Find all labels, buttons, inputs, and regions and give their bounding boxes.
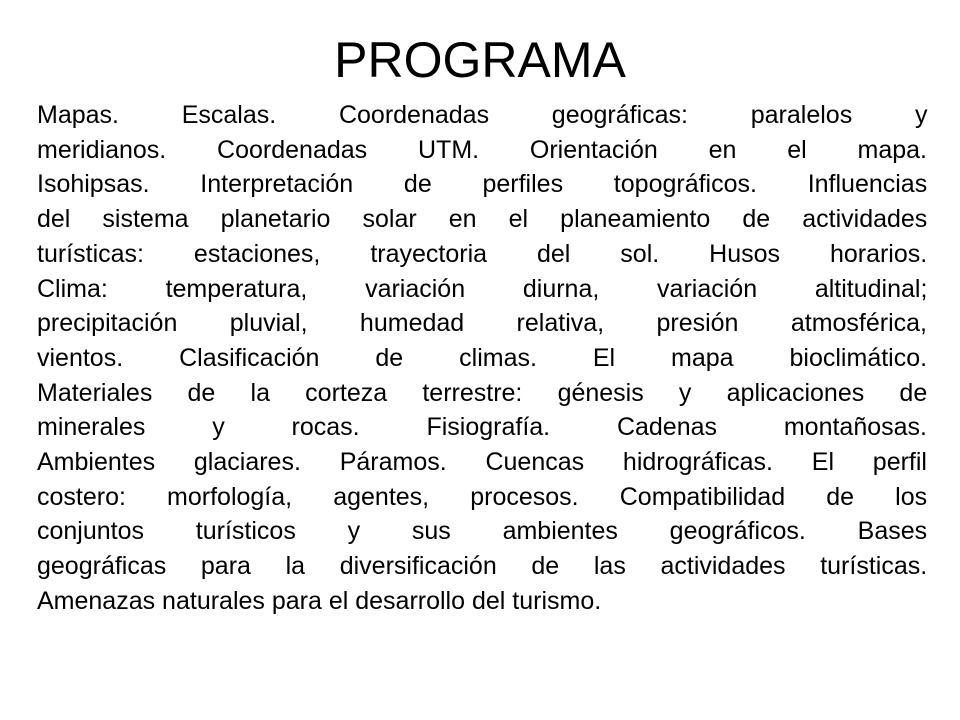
body-line: Clima: temperatura, variación diurna, variación altitudinal; bbox=[37, 274, 928, 303]
body-line: turísticas: estaciones, trayectoria del sol. Husos horarios. bbox=[37, 239, 928, 268]
body-line: Isohipsas. Interpretación de perfiles topográficos. Influencias bbox=[37, 170, 928, 199]
body-line: costero: morfología, agentes, procesos. Compatibilidad de los bbox=[37, 482, 928, 511]
body-line: Ambientes glaciares. Páramos. Cuencas hidrográficas. El perfil bbox=[37, 448, 927, 477]
body-line: Materiales de la corteza terrestre: génesis y aplicaciones de bbox=[37, 378, 928, 407]
body-line: precipitación pluvial, humedad relativa, presión atmosférica, bbox=[37, 309, 927, 338]
body-line: geográficas para la diversificación de las actividades turísticas. bbox=[37, 552, 928, 581]
body-line: minerales y rocas. Fisiografía. Cadenas montañosas. bbox=[37, 413, 927, 442]
body-line: Mapas. Escalas. Coordenadas geográficas: paralelos y bbox=[37, 101, 928, 129]
slide-body-text bbox=[37, 98, 927, 619]
body-line: vientos. Clasificación de climas. El mapa bioclimático. bbox=[37, 343, 928, 372]
body-line: del sistema planetario solar en el planeamiento de actividades bbox=[37, 205, 928, 234]
slide-title: PROGRAMA bbox=[334, 32, 626, 88]
body-line: Amenazas naturales para el desarrollo del turismo. bbox=[37, 586, 602, 615]
body-line: conjuntos turísticos y sus ambientes geográficos. Bases bbox=[37, 517, 928, 546]
body-line: meridianos. Coordenadas UTM. Orientación en el mapa. bbox=[37, 135, 927, 164]
